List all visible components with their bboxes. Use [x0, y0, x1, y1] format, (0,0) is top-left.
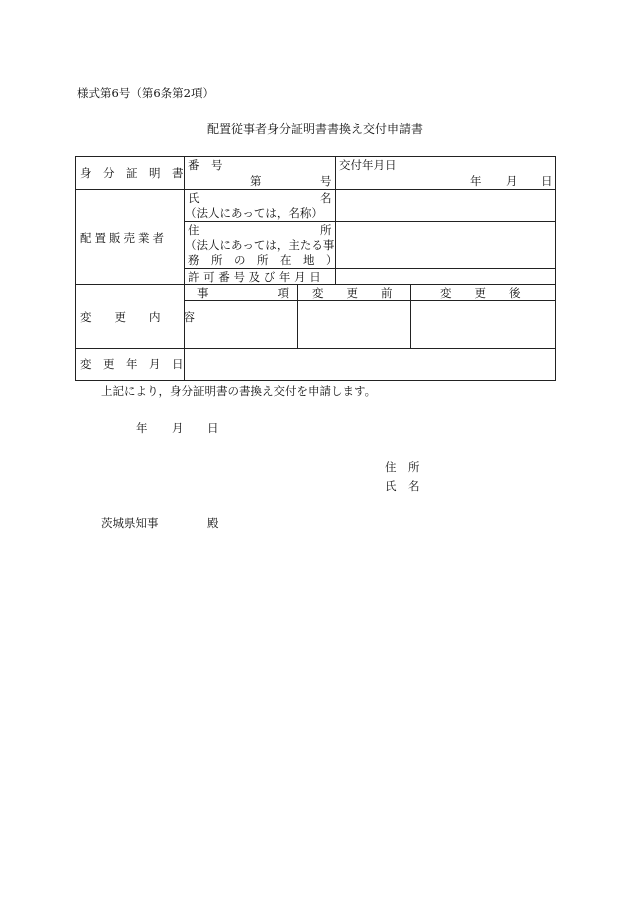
- issue-month: 月: [506, 174, 518, 188]
- form-number: 様式第6号（第6条第2項）: [77, 86, 214, 100]
- address-label-2: 所: [320, 223, 332, 237]
- statement: 上記により，身分証明書の書換え交付を申請します。: [101, 384, 377, 398]
- col-item: 事 項: [197, 286, 289, 300]
- applicant-name-label: 氏 名: [385, 479, 420, 493]
- change-date-label: 変 更 年 月 日: [80, 357, 184, 371]
- name-label-1: 氏: [188, 191, 200, 205]
- address-note-1: （法人にあっては，主たる事: [185, 238, 335, 252]
- id-card-label: 身 分 証 明 書: [80, 166, 184, 180]
- vendor-label: 配置販売業者: [80, 231, 167, 245]
- name-note: （法人にあっては，名称）: [185, 206, 323, 220]
- addressee-honorific: 殿: [207, 516, 219, 530]
- applicant-address-label: 住 所: [385, 460, 420, 474]
- col-after: 変 更 後: [440, 286, 521, 300]
- date-month: 月: [172, 421, 184, 435]
- permit-label: 許 可 番 号 及 び 年 月 日: [188, 270, 321, 284]
- address-note-2: 務 所 の 所 在 地 ）: [188, 253, 338, 267]
- number-suffix: 号: [320, 174, 332, 188]
- issue-date-label: 交付年月日: [339, 158, 397, 172]
- number-label: 番 号: [188, 158, 223, 172]
- date-day: 日: [207, 421, 219, 435]
- date-year: 年: [136, 421, 148, 435]
- col-before: 変 更 前: [312, 286, 393, 300]
- change-content-label: 変 更 内 容: [80, 310, 195, 324]
- addressee-governor: 茨城県知事: [101, 516, 159, 530]
- issue-year: 年: [470, 174, 482, 188]
- form-title: 配置従事者身分証明書書換え交付申請書: [207, 122, 424, 136]
- address-label-1: 住: [188, 223, 200, 237]
- name-label-2: 名: [320, 191, 332, 205]
- issue-day: 日: [541, 174, 553, 188]
- number-prefix: 第: [250, 174, 262, 188]
